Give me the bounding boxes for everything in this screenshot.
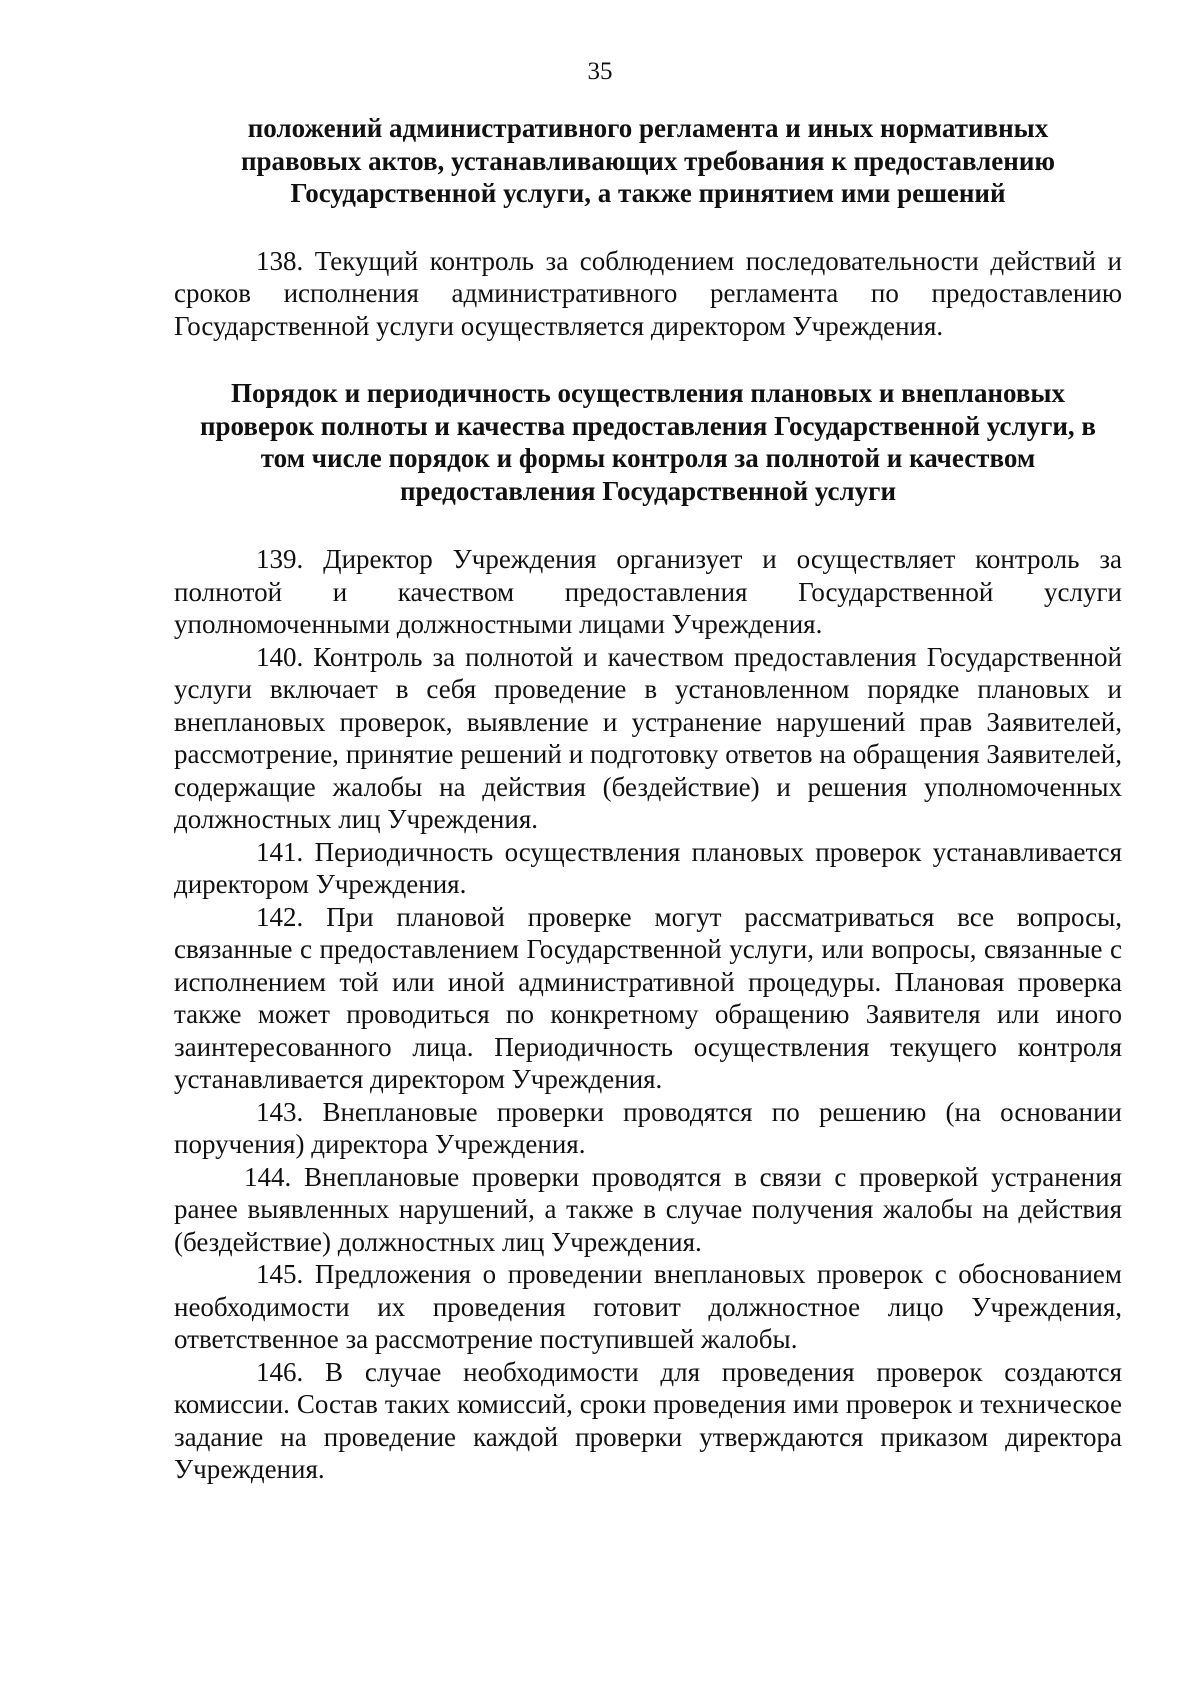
section-heading-inspections-order: Порядок и периодичность осуществления плановых и внеплановых проверок полноты и качества предоставления Государственной услуги, в том числе порядок и формы контроля за полнотой и качеством предоставления Государственной услуги xyxy=(199,378,1097,506)
page-number: 35 xyxy=(587,58,613,85)
paragraph-140: 140. Контроль за полнотой и качеством предоставления Государственной услуги включает в себя проведение в установленном порядке плановых и внеплановых проверок, выявление и устранение нарушений прав Заявителей, рассмотрение, принятие решений и подготовку ответов на обращения Заявителей, содержащие жалобы на действия (бездействие) и решения уполномоченных должностных лиц Учреждения. xyxy=(174,641,1122,834)
paragraph-146: 146. В случае необходимости для проведения проверок создаются комиссии. Состав таких комиссий, сроки проведения ими проверок и техническое задание на проведение каждой проверки утверждаются приказом директора Учреждения. xyxy=(174,1356,1122,1484)
paragraph-138: 138. Текущий контроль за соблюдением последовательности действий и сроков исполнения административного регламента по предоставлению Государственной услуги осуществляется директором Учреждения. xyxy=(174,245,1122,341)
paragraph-144: 144. Внеплановые проверки проводятся в связи с проверкой устранения ранее выявленных нарушений, а также в случае получения жалобы на действия (бездействие) должностных лиц Учреждения. xyxy=(174,1161,1122,1257)
paragraph-142: 142. При плановой проверке могут рассматриваться все вопросы, связанные с предоставлением Государственной услуги, или вопросы, связанные с исполнением той или иной административной процедуры. Плановая проверка также может проводиться по конкретному обращению Заявителя или иного заинтересованного лица. Периодичность осуществления текущего контроля устанавливается директором Учреждения. xyxy=(174,901,1122,1094)
section-heading-control-of-decisions: положений административного регламента и иных нормативных правовых актов, устанавливающих требования к предоставлению Государственной услуги, а также принятием ими решений xyxy=(240,113,1056,208)
paragraph-143: 143. Внеплановые проверки проводятся по решению (на основании поручения) директора Учреждения. xyxy=(174,1096,1122,1159)
paragraph-141: 141. Периодичность осуществления плановых проверок устанавливается директором Учреждения. xyxy=(174,836,1122,899)
document-body xyxy=(174,112,1122,1486)
paragraph-139: 139. Директор Учреждения организует и осуществляет контроль за полнотой и качеством предоставления Государственной услуги уполномоченными должностными лицами Учреждения. xyxy=(174,544,1122,639)
paragraph-145: 145. Предложения о проведении внеплановых проверок с обоснованием необходимости их проведения готовит должностное лицо Учреждения, ответственное за рассмотрение поступившей жалобы. xyxy=(174,1259,1122,1354)
